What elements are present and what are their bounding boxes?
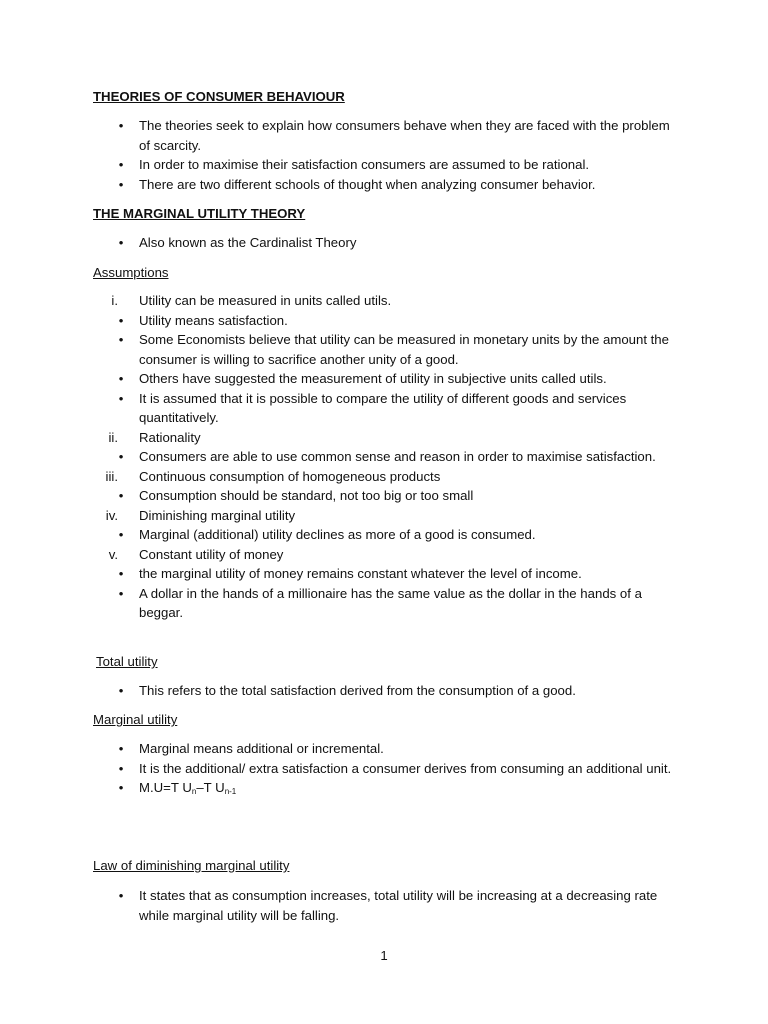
roman-numeral-marker: ii.	[108, 429, 118, 445]
list-item	[0, 233, 768, 253]
intro-bullet-list	[0, 116, 768, 194]
marginal-utility-formula	[139, 778, 674, 798]
list-item-text: the marginal utility of money remains constant whatever the level of income.	[139, 566, 582, 581]
list-item	[0, 389, 768, 428]
formula-part-a: M.U=T U	[139, 780, 192, 795]
marginal-utility-list	[0, 739, 768, 798]
list-item-text: This refers to the total satisfaction derived from the consumption of a good.	[139, 683, 576, 698]
law-list	[0, 886, 768, 925]
list-item	[0, 291, 768, 311]
bullet-icon: •	[118, 527, 124, 542]
list-item	[0, 155, 768, 175]
list-item	[0, 506, 768, 526]
list-item-text: There are two different schools of thought when analyzing consumer behavior.	[139, 176, 596, 192]
list-item	[0, 428, 768, 448]
list-item-text: Some Economists believe that utility can be measured in monetary units by the amount the consumer is willing to sacrifice another unity of a good.	[139, 332, 669, 367]
list-item	[0, 759, 768, 779]
list-item-text: It is the additional/ extra satisfaction a consumer derives from consuming an additional unit.	[139, 760, 672, 776]
formula-item	[0, 778, 768, 798]
list-item-text: In order to maximise their satisfaction consumers are assumed to be rational.	[139, 157, 590, 172]
heading-law-of-diminishing-marginal-utility: Law of diminishing marginal utility	[93, 858, 290, 873]
list-item	[0, 447, 768, 467]
list-item	[0, 525, 768, 545]
list-item	[0, 886, 768, 925]
formula-subscript-n-1: n-1	[224, 787, 237, 796]
list-item	[0, 564, 768, 584]
bullet-icon: •	[118, 888, 124, 903]
list-item-text: Marginal means additional or incremental.	[139, 741, 384, 756]
list-item-text: Utility means satisfaction.	[139, 312, 288, 328]
heading-theories-of-consumer-behaviour: THEORIES OF CONSUMER BEHAVIOUR	[93, 89, 345, 104]
bullet-icon: •	[118, 488, 124, 503]
list-item	[0, 486, 768, 506]
heading-assumptions: Assumptions	[93, 265, 169, 280]
list-item	[0, 311, 768, 331]
list-item	[0, 584, 768, 623]
bullet-icon: •	[118, 566, 124, 581]
heading-marginal-utility-theory: THE MARGINAL UTILITY THEORY	[93, 206, 306, 221]
list-item	[0, 116, 768, 155]
formula-part-b: –T U	[196, 780, 225, 795]
bullet-icon: •	[118, 235, 124, 250]
list-item-text: Consumption should be standard, not too big or too small	[139, 488, 474, 503]
roman-numeral-marker: v.	[108, 546, 118, 562]
list-item	[0, 330, 768, 369]
list-item-text: Marginal (additional) utility declines as more of a good is consumed.	[139, 527, 536, 542]
list-item-text: Consumers are able to use common sense and reason in order to maximise satisfaction.	[139, 449, 656, 464]
bullet-icon: •	[118, 741, 124, 756]
list-item-text: It is assumed that it is possible to compare the utility of different goods and services quantitatively.	[139, 390, 627, 425]
total-utility-list	[0, 681, 768, 701]
list-item-text: The theories seek to explain how consumers behave when they are faced with the problem of scarcity.	[139, 118, 670, 153]
bullet-icon: •	[118, 449, 124, 464]
roman-numeral-marker: iii.	[105, 468, 118, 484]
list-item-text: It states that as consumption increases, total utility will be increasing at a decreasing rate while marginal utility will be falling.	[139, 888, 658, 923]
list-item-text: Continuous consumption of homogeneous products	[139, 468, 441, 484]
bullet-icon: •	[118, 176, 124, 192]
bullet-icon: •	[118, 390, 124, 406]
bullet-icon: •	[118, 332, 124, 347]
roman-numeral-marker: iv.	[105, 507, 118, 523]
bullet-icon: •	[118, 157, 124, 172]
list-item	[0, 739, 768, 759]
list-item-text: Constant utility of money	[139, 546, 284, 562]
bullet-icon: •	[118, 371, 124, 386]
assumptions-list	[0, 291, 768, 623]
list-item-text: Also known as the Cardinalist Theory	[139, 235, 357, 250]
mut-bullet-list	[0, 233, 768, 253]
heading-total-utility: Total utility	[96, 654, 158, 669]
list-item	[0, 467, 768, 487]
list-item-text: A dollar in the hands of a millionaire has the same value as the dollar in the hands of a beggar.	[139, 585, 642, 620]
list-item-text: Others have suggested the measurement of utility in subjective units called utils.	[139, 371, 607, 386]
heading-marginal-utility: Marginal utility	[93, 712, 178, 727]
list-item	[0, 175, 768, 195]
list-item	[0, 369, 768, 389]
list-item	[0, 545, 768, 565]
bullet-icon: •	[118, 312, 124, 328]
bullet-icon: •	[118, 585, 124, 601]
list-item-text: Rationality	[139, 429, 201, 445]
formula-subscript-n: n	[191, 787, 197, 796]
bullet-icon: •	[118, 118, 124, 133]
page-number: 1	[380, 948, 388, 963]
list-item-text: Diminishing marginal utility	[139, 507, 296, 523]
bullet-icon: •	[118, 780, 124, 795]
list-item	[0, 681, 768, 701]
roman-numeral-marker: i.	[111, 293, 118, 308]
bullet-icon: •	[118, 683, 124, 698]
bullet-icon: •	[118, 760, 124, 776]
list-item-text: Utility can be measured in units called utils.	[139, 293, 392, 308]
